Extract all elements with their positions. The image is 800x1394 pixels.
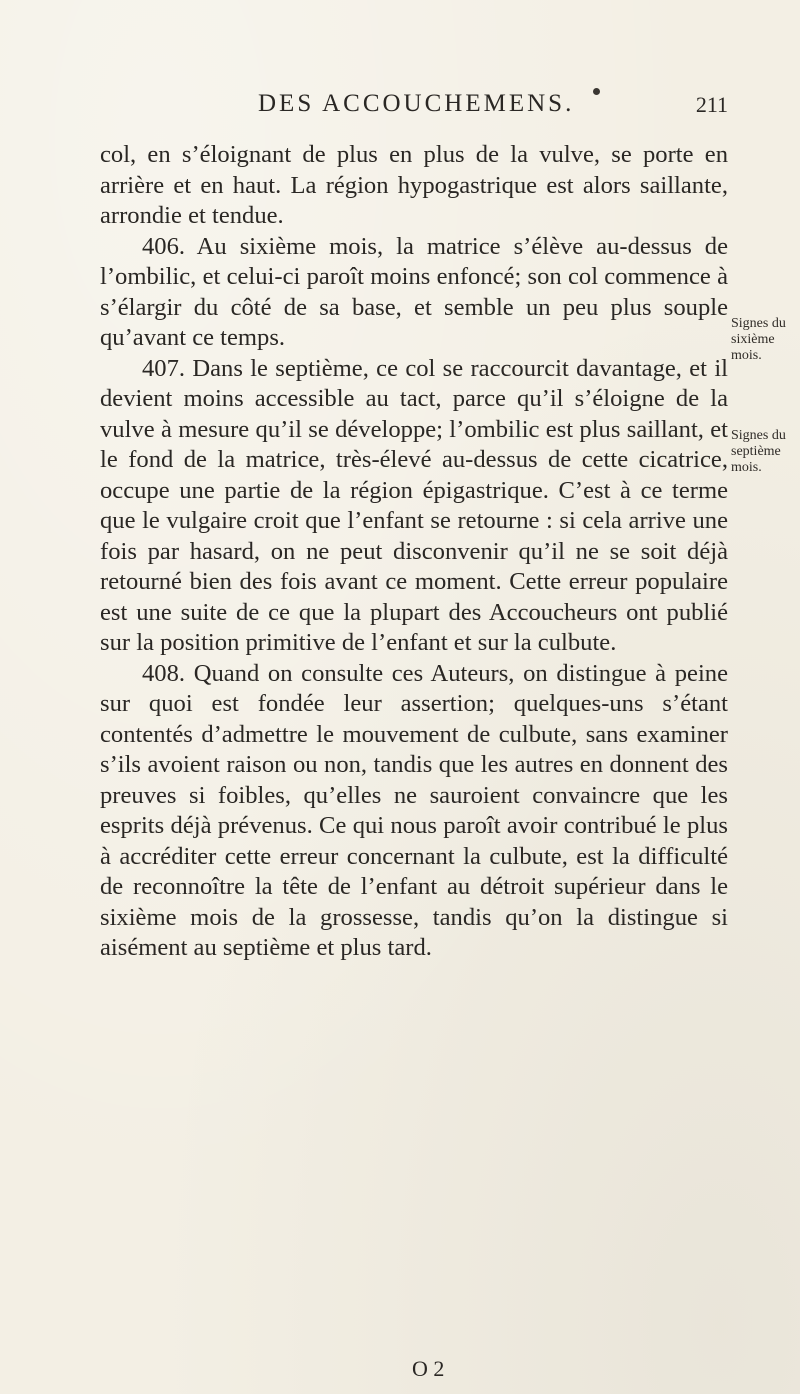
- paragraph-407: [100, 354, 728, 659]
- paragraph-number: 407.: [142, 354, 186, 382]
- paragraph-text: Au sixième mois, la matrice s’élève au-dessus de l’ombilic, et celui-ci paroît moins enfoncé; son col commence à s’élargir du côté de sa base, et semble un peu plus souple qu’avant ce temps.: [100, 232, 728, 351]
- paragraph-408: [100, 659, 728, 964]
- running-head: [98, 90, 728, 130]
- page-number: 211: [695, 92, 728, 117]
- signature-mark: O 2: [412, 1356, 445, 1381]
- paragraph-text: Quand on consulte ces Auteurs, on distingue à peine sur quoi est fondée leur assertion; quelques-uns s’étant contentés d’admettre le mouvement de culbute, sans examiner s’ils avoient raison ou non, tandis que les autres en donnent des preuves si foibles, qu’elles ne sauroient convaincre que les esprits déjà prévenus. Ce qui nous paroît avoir contribué le plus à accréditer cette erreur concernant la culbute, est la difficulté de reconnoître la tête de l’enfant au détroit supérieur dans le sixième mois de la grossesse, tandis qu’on la distingue si aisément au septième et plus tard.: [100, 659, 728, 961]
- margin-note-sixth-month: Signes du sixième mois.: [731, 316, 786, 363]
- margin-note-seventh-month: Signes du septième mois.: [731, 428, 786, 475]
- paragraph-text: col, en s’éloignant de plus en plus de la vulve, se porte en arrière et en haut. La région hypogastrique est alors saillante, arrondie et tendue.: [100, 141, 728, 229]
- paragraph-number: 406.: [142, 232, 186, 260]
- paragraph-continuation: [100, 140, 728, 232]
- body-text: [100, 140, 728, 964]
- paragraph-406: [100, 232, 728, 354]
- running-head-title: DES ACCOUCHEMENS.: [258, 90, 575, 117]
- paragraph-number: 408.: [142, 659, 186, 687]
- paragraph-text: Dans le septième, ce col se raccourcit davantage, et il devient moins accessible au tact, parce qu’il s’éloigne de la vulve à mesure qu’il se développe; l’ombilic est plus saillant, et le fond de la matrice, très-élevé au-dessus de cette cicatrice, occupe une partie de la région épigastrique. C’est à ce terme que le vulgaire croit que l’enfant se retourne : si cela arrive une fois par hasard, on ne peut disconvenir qu’il ne se soit déjà retourné bien des fois avant ce moment. Cette erreur populaire est une suite de ce que la plupart des Accoucheurs ont publié sur la position primitive de l’enfant et sur la culbute.: [100, 354, 728, 656]
